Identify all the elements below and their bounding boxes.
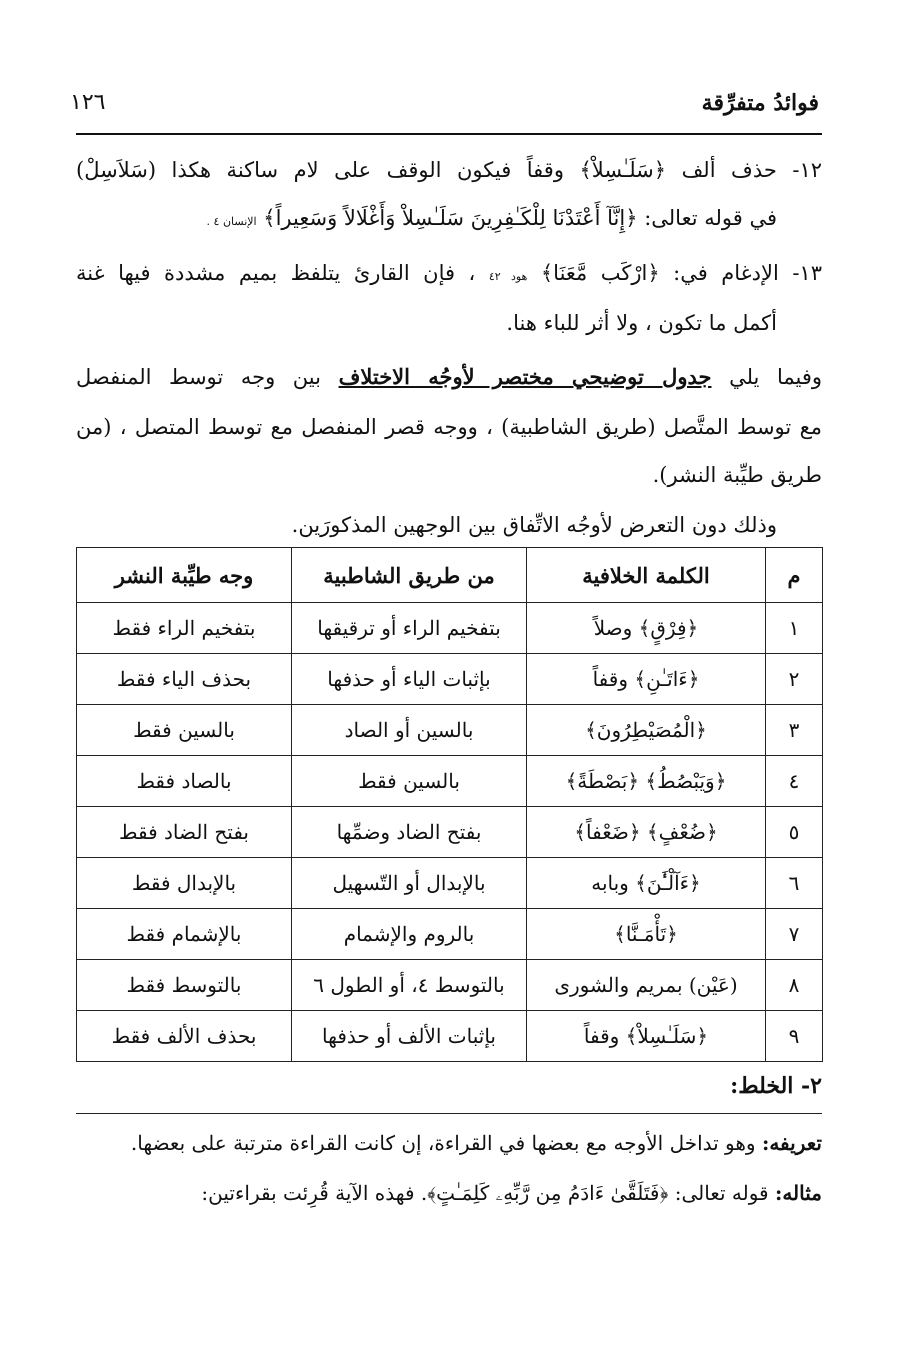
row-index: ٨ bbox=[766, 960, 823, 1011]
header-word: الكلمة الخلافية bbox=[527, 548, 766, 603]
row-word: ﴿فِرْقٍ﴾ وصلاً bbox=[527, 603, 766, 654]
intro-line2: مع توسط المتَّصل (طريق الشاطبية) ، ووجه قصر المنفصل مع توسط المتصل ، (من bbox=[76, 415, 822, 439]
table-row bbox=[77, 603, 823, 654]
table-row bbox=[77, 807, 823, 858]
item12-line1: ١٢- حذف ألف ﴿سَلَـٰسِلاْ﴾ وقفاً فيكون الوقف على لام ساكنة هكذا (سَلاَسِلْ) bbox=[76, 158, 822, 182]
intro-text-a: وفيما يلي bbox=[729, 365, 823, 389]
row-shatibiyya: بفتح الضاد وضمِّها bbox=[292, 807, 527, 858]
item12-verse: في قوله تعالى: ﴿إِنَّآ أَعْتَدْنَا لِلْكَـٰفِرِينَ سَلَـٰسِلاْ وَأَغْلَالاً وَسَعِيراً﴾ bbox=[263, 206, 777, 230]
row-index: ٥ bbox=[766, 807, 823, 858]
item13-line2: أكمل ما تكون ، ولا أثر للباء هنا. bbox=[506, 311, 777, 335]
row-index: ٣ bbox=[766, 705, 823, 756]
header-rule bbox=[76, 133, 822, 135]
row-index: ١ bbox=[766, 603, 823, 654]
intro-line3: طريق طيِّبة النشر). bbox=[652, 463, 822, 487]
table-body bbox=[77, 603, 823, 1062]
example-label: مثاله: bbox=[774, 1181, 822, 1205]
table-row bbox=[77, 756, 823, 807]
row-word: ﴿ءَاتَـٰنِ﴾ وقفاً bbox=[527, 654, 766, 705]
table-row bbox=[77, 1011, 823, 1062]
row-index: ٩ bbox=[766, 1011, 823, 1062]
table-row bbox=[77, 858, 823, 909]
item13-verse: ١٣- الإدغام في: ﴿ارْكَب مَّعَنَا﴾ bbox=[540, 261, 822, 285]
row-tayyiba: بالصاد فقط bbox=[77, 756, 292, 807]
row-shatibiyya: بالإبدال أو التّسهيل bbox=[292, 858, 527, 909]
intro-emphasis: جدول توضيحي مختصر لأوجُه الاختلاف bbox=[338, 364, 712, 389]
row-shatibiyya: بتفخيم الراء أو ترقيقها bbox=[292, 603, 527, 654]
row-tayyiba: بالسين فقط bbox=[77, 705, 292, 756]
item12-line2 bbox=[76, 203, 777, 237]
header-tayyiba: وجه طيِّبة النشر bbox=[77, 548, 292, 603]
table-header-row bbox=[77, 548, 823, 603]
row-shatibiyya: بالسين فقط bbox=[292, 756, 527, 807]
running-header-title: فوائدُ متفرِّقة bbox=[701, 90, 819, 116]
row-tayyiba: بحذف الياء فقط bbox=[77, 654, 292, 705]
row-tayyiba: بتفخيم الراء فقط bbox=[77, 603, 292, 654]
header-index: م bbox=[766, 548, 823, 603]
intro-text-b: بين وجه توسط المنفصل bbox=[76, 365, 321, 389]
row-word: ﴿ضُعْفٍ﴾ ﴿ضَعْفاً﴾ bbox=[527, 807, 766, 858]
definition-line bbox=[76, 1128, 822, 1158]
example-line bbox=[76, 1178, 822, 1208]
row-shatibiyya: بالسين أو الصاد bbox=[292, 705, 527, 756]
row-word: ﴿الْمُصَيْطِرُونَ﴾ bbox=[527, 705, 766, 756]
row-shatibiyya: بالتوسط ٤، أو الطول ٦ bbox=[292, 960, 527, 1011]
item13-text: ، فإن القارئ يتلفظ بميم مشددة فيها غنة bbox=[76, 261, 476, 285]
row-shatibiyya: بإثبات الياء أو حذفها bbox=[292, 654, 527, 705]
page-number: ١٢٦ bbox=[70, 90, 106, 115]
row-tayyiba: بفتح الضاد فقط bbox=[77, 807, 292, 858]
row-tayyiba: بحذف الألف فقط bbox=[77, 1011, 292, 1062]
intro-line1 bbox=[76, 362, 822, 392]
table-row bbox=[77, 654, 823, 705]
section-rule bbox=[76, 1113, 822, 1114]
differences-table bbox=[76, 547, 823, 1062]
definition-text: وهو تداخل الأوجه مع بعضها في القراءة، إن كانت القراءة مترتبة على بعضها. bbox=[130, 1131, 756, 1155]
row-index: ٤ bbox=[766, 756, 823, 807]
row-index: ٧ bbox=[766, 909, 823, 960]
table-row bbox=[77, 909, 823, 960]
row-word: ﴿ءَآلْـَٰٔنَ﴾ وبابه bbox=[527, 858, 766, 909]
item13-line1 bbox=[76, 258, 822, 292]
row-index: ٦ bbox=[766, 858, 823, 909]
row-tayyiba: بالتوسط فقط bbox=[77, 960, 292, 1011]
row-shatibiyya: بالروم والإشمام bbox=[292, 909, 527, 960]
row-word: ﴿تَأْمَـنَّا﴾ bbox=[527, 909, 766, 960]
header-shatibiyya: من طريق الشاطبية bbox=[292, 548, 527, 603]
item12-reference: الإنسان ٤ . bbox=[206, 215, 257, 228]
row-tayyiba: بالإبدال فقط bbox=[77, 858, 292, 909]
row-index: ٢ bbox=[766, 654, 823, 705]
row-word: ﴿سَلَـٰسِلاْ﴾ وقفاً bbox=[527, 1011, 766, 1062]
table-row bbox=[77, 960, 823, 1011]
row-shatibiyya: بإثبات الألف أو حذفها bbox=[292, 1011, 527, 1062]
example-text: قوله تعالى: ﴿فَتَلَقَّىٰ ءَادَمُ مِن رَّبِّهِۦ كَلِمَـٰتٍ﴾. فهذه الآية قُرِئت بقراءتين: bbox=[201, 1181, 769, 1205]
definition-label: تعريفه: bbox=[761, 1131, 822, 1155]
table-row bbox=[77, 705, 823, 756]
row-tayyiba: بالإشمام فقط bbox=[77, 909, 292, 960]
row-word: (عَيْن) بمريم والشورى bbox=[527, 960, 766, 1011]
item13-reference: هود ٤٢ bbox=[488, 270, 528, 283]
row-word: ﴿وَيَبْصُطُ﴾ ﴿بَصْطَةً﴾ bbox=[527, 756, 766, 807]
section-title: ٢- الخلط: bbox=[730, 1073, 822, 1099]
intro-line4: وذلك دون التعرض لأوجُه الاتِّفاق بين الوجهين المذكورَين. bbox=[291, 513, 777, 537]
